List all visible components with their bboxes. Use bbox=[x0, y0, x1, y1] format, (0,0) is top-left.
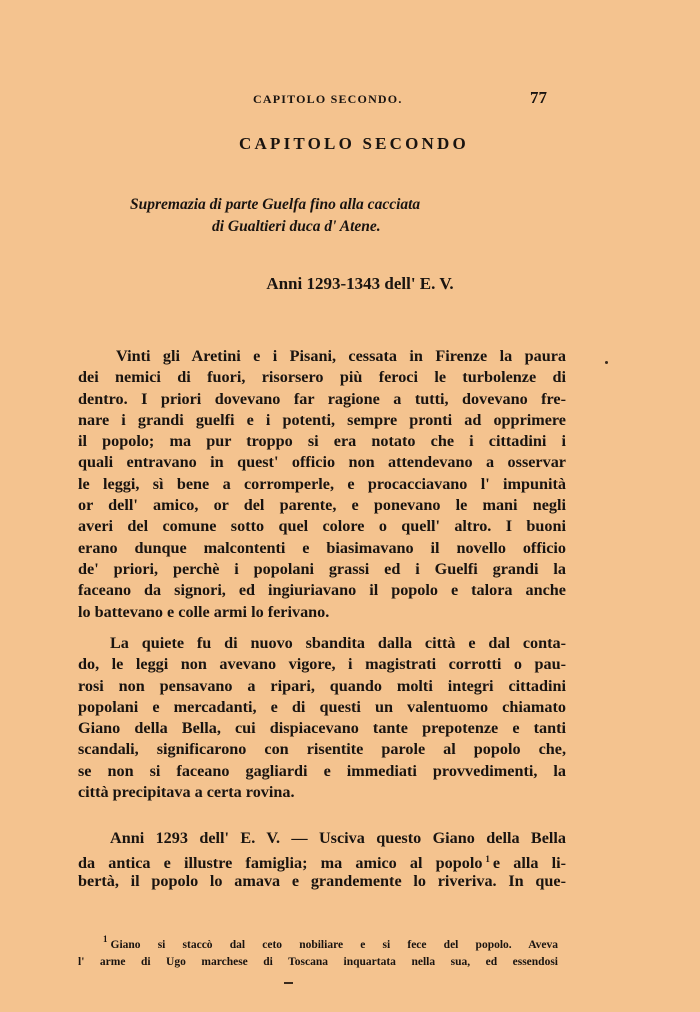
text-line: Anni 1293 dell' E. V. — Usciva questo Giano della Bella bbox=[110, 829, 566, 847]
text-line: Vinti gli Aretini e i Pisani, cessata in Firenze la paura bbox=[116, 347, 566, 365]
chapter-title: CAPITOLO SECONDO bbox=[239, 134, 469, 153]
text-line: Giano della Bella, cui dispiacevano tante prepotenze e tanti bbox=[78, 719, 566, 738]
text-line: quali entravano in quest' officio non attendevano a osservar bbox=[78, 453, 566, 472]
text-fragment: e alla li- bbox=[492, 854, 566, 873]
page-number: 77 bbox=[530, 88, 547, 107]
text-line: do, le leggi non avevano vigore, i magistrati corrotti o pau- bbox=[78, 655, 566, 674]
footnotes bbox=[78, 931, 558, 971]
text-line: La quiete fu di nuovo sbandita dalla città e dal conta- bbox=[110, 634, 566, 652]
paragraph-1 bbox=[78, 346, 566, 623]
subtitle-line-1: Supremazia di parte Guelfa fino alla cacciata bbox=[130, 196, 421, 213]
paragraph-2 bbox=[78, 633, 566, 803]
text-line bbox=[78, 849, 566, 873]
text-line: faceano da signori, ed ingiuriavano il popolo e talora anche bbox=[78, 581, 566, 600]
text-line: il popolo; ma pur troppo si era notato che i cittadini i bbox=[78, 432, 566, 451]
text-line: città precipitava a certa rovina. bbox=[78, 783, 295, 802]
text-line: lo battevano e colle armi lo ferivano. bbox=[78, 602, 330, 621]
text-line: le leggi, sì bene a corromperle, e procacciavano l' impunità bbox=[78, 474, 566, 493]
text-line: dei nemici di fuori, risorsero più feroci le turbolenze di bbox=[78, 368, 566, 387]
text-line: rosi non pensavano a ripari, quando molti integri cittadini bbox=[78, 676, 566, 695]
years-heading: Anni 1293-1343 dell' E. V. bbox=[266, 274, 454, 293]
text-line: or dell' amico, or del parente, e ponevano le mani negli bbox=[78, 496, 566, 515]
page-bottom-mark bbox=[284, 982, 293, 984]
text-line: popolani e mercadanti, e di questi un valentuomo chiamato bbox=[78, 697, 566, 716]
subtitle-line-2: di Gualtieri duca d' Atene. bbox=[212, 218, 381, 235]
text-line: nare i grandi guelfi e i potenti, sempre pronti ad opprimere bbox=[78, 410, 566, 429]
footnote-text: Giano si staccò dal ceto nobiliare e si fece del popolo. Aveva bbox=[110, 939, 558, 951]
text-line: se non si faceano gagliardi e immediati provvedimenti, la bbox=[78, 761, 566, 780]
text-line: dentro. I priori dovevano far ragione a tutti, dovevano fre- bbox=[78, 389, 566, 408]
text-line: de' priori, perchè i popolani grassi ed i Guelfi grandi la bbox=[78, 559, 566, 578]
text-line: averi del comune sotto quel colore o quell' altro. I buoni bbox=[78, 517, 566, 536]
footnote-mark: 1 bbox=[103, 934, 108, 944]
ink-speck bbox=[605, 361, 608, 364]
footnote-reference: 1 bbox=[485, 854, 490, 865]
text-fragment: da antica e illustre famiglia; ma amico al popolo bbox=[78, 854, 483, 873]
footnote-line: l' arme di Ugo marchese di Toscana inquartata nella sua, ed essendosi bbox=[78, 956, 558, 968]
text-line: erano dunque malcontenti e biasimavano il novello officio bbox=[78, 538, 566, 557]
footnote-line bbox=[78, 931, 558, 954]
running-head-title: CAPITOLO SECONDO. bbox=[253, 92, 403, 106]
text-line: bertà, il popolo lo amava e grandemente lo riveriva. In que- bbox=[78, 871, 566, 890]
text-line: scandali, significarono con risentite parole al popolo che, bbox=[78, 740, 566, 759]
paragraph-3 bbox=[78, 828, 566, 892]
